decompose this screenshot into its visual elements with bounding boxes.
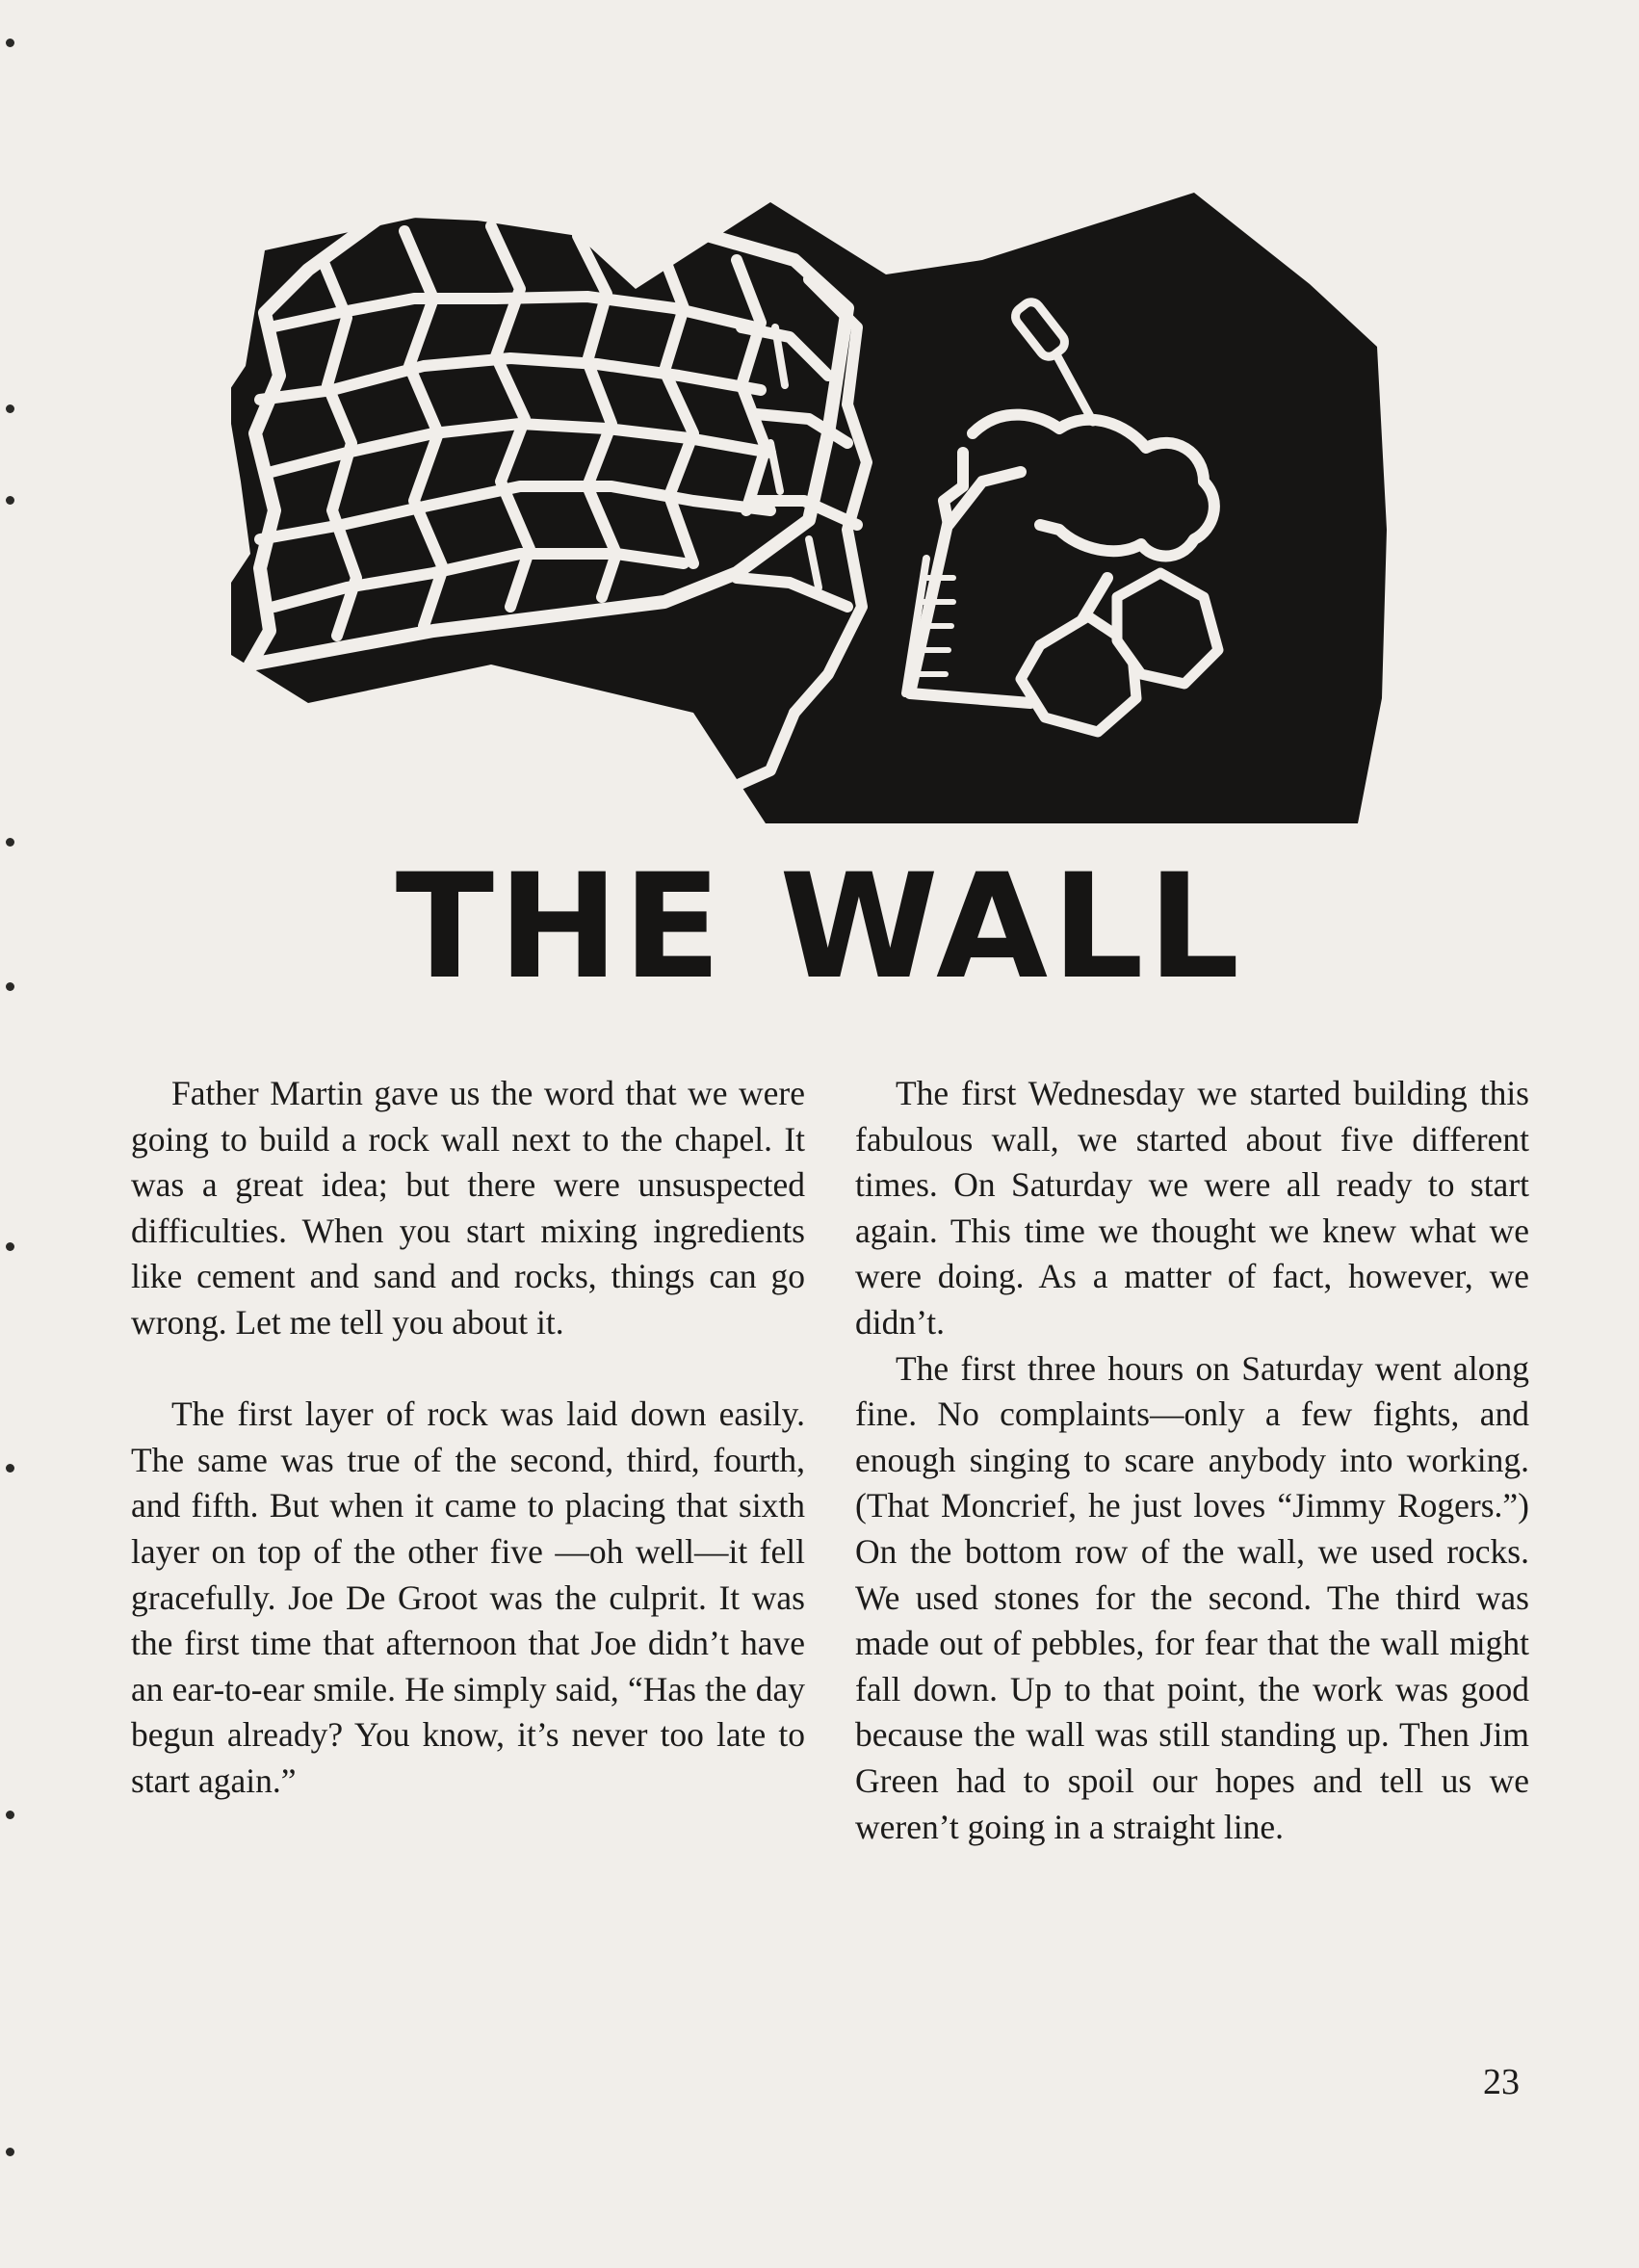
binding-hole-mark (6, 1464, 14, 1473)
paragraph: The first layer of rock was laid down easily. The same was true of the second, third, fourth, and fifth. But when it came to placing that sixth layer on top of the other five —oh well—it fell gracefully. Joe De Groot was the culprit. It was the first time that afternoon that Joe didn’t have an ear-to-ear smile. He simply said, “Has the day begun already? You know, it’s never too late to start again.” (131, 1395, 805, 1800)
wall-illustration (231, 193, 1387, 828)
binding-hole-mark (6, 1242, 14, 1251)
binding-hole-mark (6, 404, 14, 413)
article-title: THE WALL (395, 844, 1244, 1011)
binding-hole-mark (6, 496, 14, 505)
paragraph: The first three hours on Saturday went along fine. No complaints—only a few fights, and enough singing to scare anybody into working. (That Moncrief, he just loves “Jimmy Rogers.”) On the bottom row of the wall, we used rocks. We used stones for the second. The third was made out of pebbles, for fear that the wall might fall down. Up to that point, the work was good because the wall was still standing up. Then Jim Green had to spoil our hopes and tell us we weren’t going in a straight line. (855, 1348, 1529, 1846)
right-column (855, 1071, 1529, 1850)
page-number: 23 (1483, 2062, 1520, 2102)
binding-hole-mark (6, 2148, 14, 2156)
left-column (131, 1071, 805, 1805)
binding-hole-mark (6, 1811, 14, 1819)
paragraph: The first Wednesday we started building this fabulous wall, we started about five different times. On Saturday we were all ready to start again. This time we thought we knew what we were doing. As a matter of fact, however, we didn’t. (855, 1074, 1529, 1342)
paragraph: Father Martin gave us the word that we were going to build a rock wall next to the chapel. It was a great idea; but there were unsuspected difficulties. When you start mixing ingredients like cement and sand and rocks, things can go wrong. Let me tell you about it. (131, 1074, 805, 1342)
binding-hole-mark (6, 39, 14, 47)
